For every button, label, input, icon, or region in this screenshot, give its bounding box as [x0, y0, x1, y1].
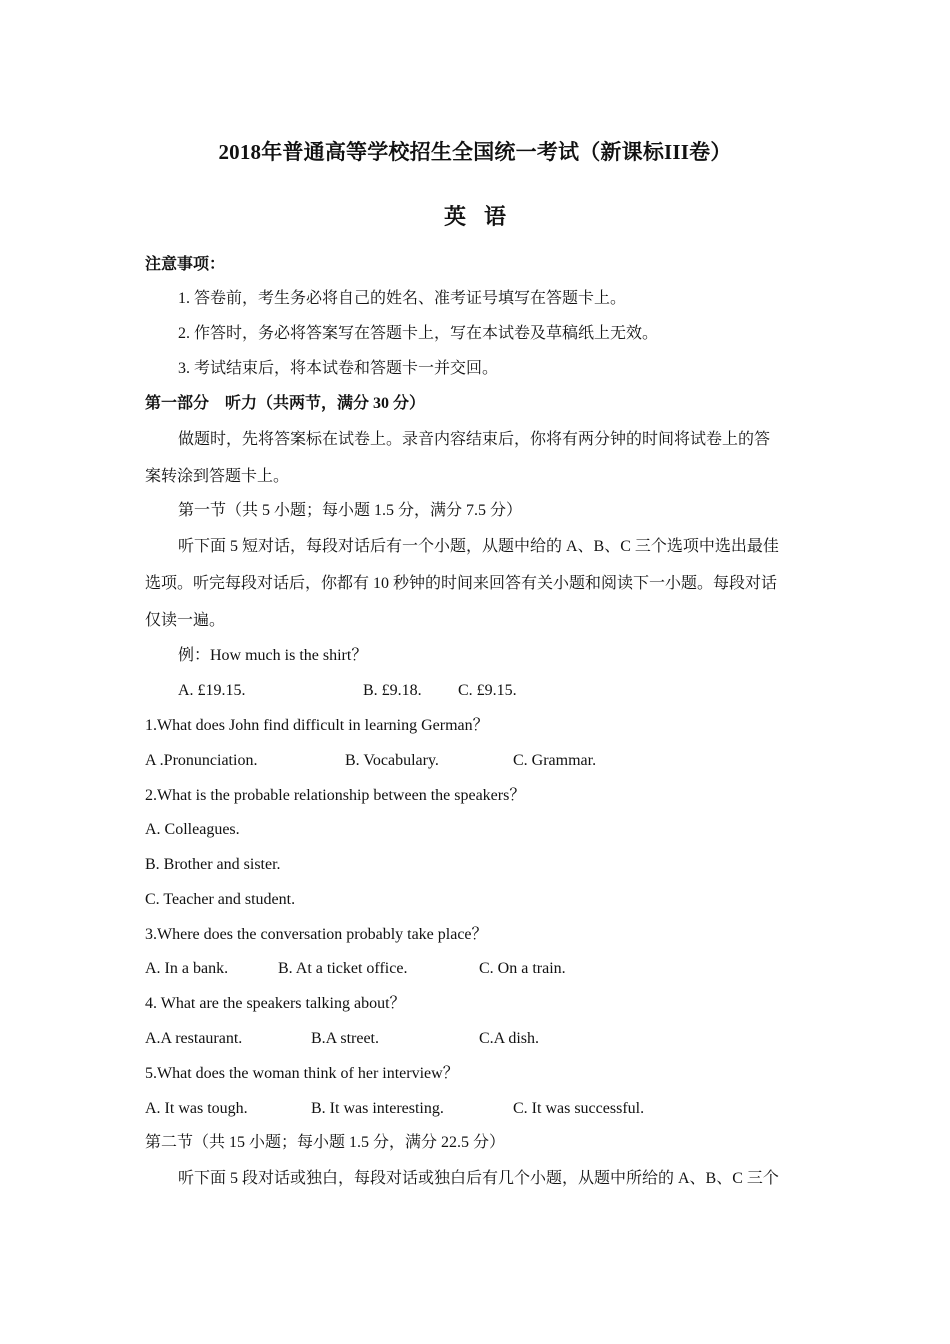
- q5-option-a: A. It was tough.: [145, 1100, 248, 1117]
- section1-instruction: 选项。听完每段对话后，你都有 10 秒钟的时间来回答有关小题和阅读下一小题。每段对话: [145, 575, 778, 592]
- q1-option-a: A .Pronunciation.: [145, 752, 258, 769]
- q4-option-a: A.A restaurant.: [145, 1030, 243, 1047]
- subject-title: 英语: [443, 204, 524, 229]
- part1-instruction: 做题时，先将答案标在试卷上。录音内容结束后，你将有两分钟的时间将试卷上的答: [178, 431, 771, 448]
- part1-instruction: 案转涂到答题卡上。: [145, 468, 290, 485]
- page-title: 2018年普通高等学校招生全国统一考试（新课标III卷）: [218, 140, 732, 164]
- q2-option-b: B. Brother and sister.: [145, 856, 281, 873]
- q2-option-a: A. Colleagues.: [145, 821, 240, 838]
- q1-option-b: B. Vocabulary.: [345, 752, 439, 769]
- notice-item: 2. 作答时，务必将答案写在答题卡上，写在本试卷及草稿纸上无效。: [178, 325, 659, 342]
- q1-option-c: C. Grammar.: [513, 752, 597, 769]
- section2-instruction: 听下面 5 段对话或独白，每段对话或独白后有几个小题，从题中所给的 A、B、C 三个: [178, 1170, 779, 1187]
- example-option-b: B. £9.18.: [363, 682, 422, 699]
- q4-option-b: B.A street.: [311, 1030, 379, 1047]
- question-5: 5.What does the woman think of her interview？: [145, 1065, 459, 1082]
- part1-heading: 第一部分 听力（共两节，满分 30 分）: [145, 395, 426, 412]
- example-option-a: A. £19.15.: [178, 682, 246, 699]
- q3-option-b: B. At a ticket office.: [278, 960, 408, 977]
- section2-heading: 第二节（共 15 小题；每小题 1.5 分，满分 22.5 分）: [145, 1134, 506, 1151]
- question-3: 3.Where does the conversation probably take place？: [145, 926, 488, 943]
- q2-option-c: C. Teacher and student.: [145, 891, 296, 908]
- section1-instruction: 听下面 5 短对话，每段对话后有一个小题，从题中给的 A、B、C 三个选项中选出最佳: [178, 538, 779, 555]
- question-2: 2.What is the probable relationship between the speakers？: [145, 787, 526, 804]
- q4-option-c: C.A dish.: [479, 1030, 540, 1047]
- question-4: 4. What are the speakers talking about？: [145, 995, 406, 1012]
- example-option-c: C. £9.15.: [458, 682, 517, 699]
- q5-option-b: B. It was interesting.: [311, 1100, 444, 1117]
- q5-option-c: C. It was successful.: [513, 1100, 645, 1117]
- section1-heading: 第一节（共 5 小题；每小题 1.5 分，满分 7.5 分）: [178, 502, 523, 519]
- example-question: 例：How much is the shirt？: [178, 647, 368, 664]
- notice-heading: 注意事项：: [145, 256, 226, 273]
- question-1: 1.What does John find difficult in learning German？: [145, 717, 489, 734]
- q3-option-a: A. In a bank.: [145, 960, 229, 977]
- notice-item: 1. 答卷前，考生务必将自己的姓名、准考证号填写在答题卡上。: [178, 290, 627, 307]
- section1-instruction: 仅读一遍。: [145, 612, 226, 629]
- q3-option-c: C. On a train.: [479, 960, 566, 977]
- notice-item: 3. 考试结束后，将本试卷和答题卡一并交回。: [178, 360, 499, 377]
